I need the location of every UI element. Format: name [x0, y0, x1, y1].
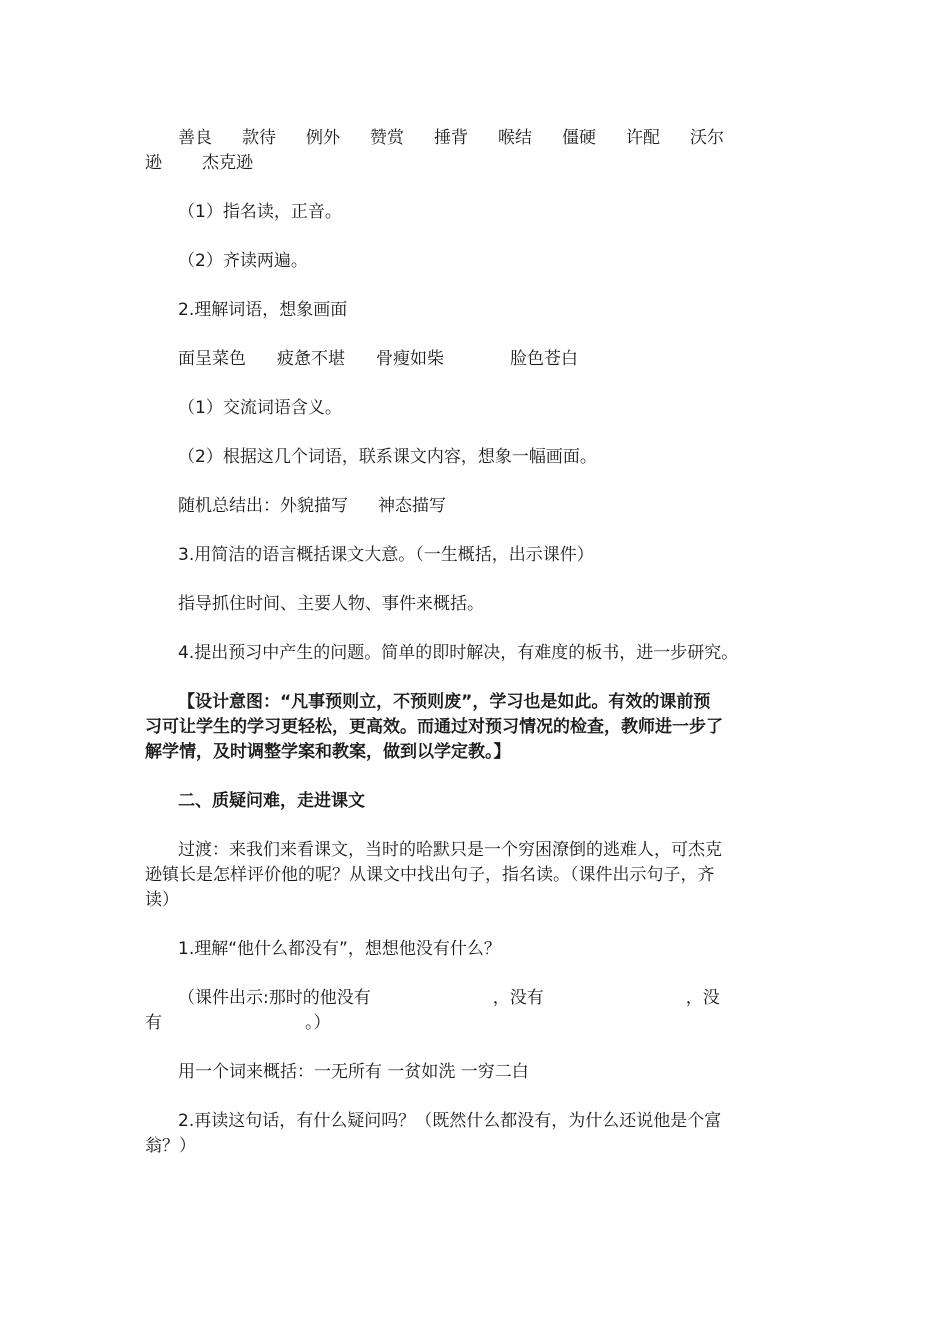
design-intent-line: 【设计意图：“凡事预则立，不预则废”，学习也是如此。有效的课前预: [178, 692, 711, 712]
transition-line: 读）: [145, 890, 179, 910]
q1-title: 1.理解“他什么都没有”，想想他没有什么？: [178, 939, 501, 959]
vocab-word: 赞赏: [370, 128, 404, 148]
design-intent-line: 解学情，及时调整学案和教案，做到以学定教。】: [145, 742, 511, 762]
step2-b: （2）根据这几个词语，联系课文内容，想象一幅画面。: [178, 447, 597, 467]
vocab-line: [145, 126, 805, 150]
vocab-word: 许配: [626, 128, 660, 148]
vocab-word: 例外: [306, 128, 340, 148]
step3-title: 3.用简洁的语言概括课文大意。（一生概括，出示课件）: [178, 545, 594, 565]
vocab-word: 款待: [242, 128, 276, 148]
vocab-word: 沃尔: [690, 128, 724, 148]
phrase: 面呈菜色: [178, 349, 246, 369]
vocab-word: 僵硬: [562, 128, 596, 148]
vocab-line-wrap: [145, 151, 805, 175]
step1-b: （2）齐读两遍。: [178, 251, 308, 271]
transition-line: 逊镇长是怎样评价他的呢？从课文中找出句子，指名读。（课件出示句子，齐: [145, 865, 715, 885]
q1-blank-wrap: [145, 1011, 805, 1035]
blank-wrap-end: 。）: [305, 1013, 331, 1033]
vocab-word: 逊: [145, 153, 162, 173]
step3-note: 指导抓住时间、主要人物、事件来概括。: [178, 594, 484, 614]
blank-end: ，没: [685, 988, 720, 1008]
step1-a: （1）指名读，正音。: [178, 202, 342, 222]
summary-line: [145, 494, 805, 518]
step2-a: （1）交流词语含义。: [178, 398, 342, 418]
design-intent-line: 习可让学生的学习更轻松，更高效。而通过对预习情况的检查，教师进一步了: [145, 717, 723, 737]
phrase-line: [145, 347, 805, 371]
blank-mid: ，没有: [492, 988, 544, 1008]
step4-title: 4.提出预习中产生的问题。简单的即时解决，有难度的板书，进一步研究。: [178, 643, 739, 663]
section2-title: 二、质疑问难，走进课文: [178, 791, 365, 811]
summary-label: 随机总结出：外貌描写: [178, 496, 348, 516]
phrase: 脸色苍白: [510, 349, 578, 369]
blank-prefix: （课件出示:那时的他没有: [178, 988, 371, 1008]
vocab-word: 杰克逊: [202, 153, 253, 173]
vocab-word: 捶背: [434, 128, 468, 148]
phrase: 骨瘦如柴: [376, 349, 444, 369]
phrase: 疲惫不堪: [277, 349, 345, 369]
vocab-word: 喉结: [498, 128, 532, 148]
q2-line: 翁？）: [145, 1136, 196, 1156]
blank-wrap-start: 有: [145, 1013, 162, 1033]
transition-line: 过渡：来我们来看课文，当时的哈默只是一个穷困潦倒的逃难人，可杰克: [178, 840, 722, 860]
q1-summary: 用一个词来概括：一无所有 一贫如洗 一穷二白: [178, 1062, 529, 1082]
q2-line: 2.再读这句话，有什么疑问吗？（既然什么都没有，为什么还说他是个富: [178, 1111, 722, 1131]
summary-tail: 神态描写: [378, 496, 446, 516]
q1-blank-line: [145, 986, 805, 1010]
step2-title: 2.理解词语，想象画面: [178, 300, 348, 320]
vocab-word: 善良: [178, 128, 212, 148]
